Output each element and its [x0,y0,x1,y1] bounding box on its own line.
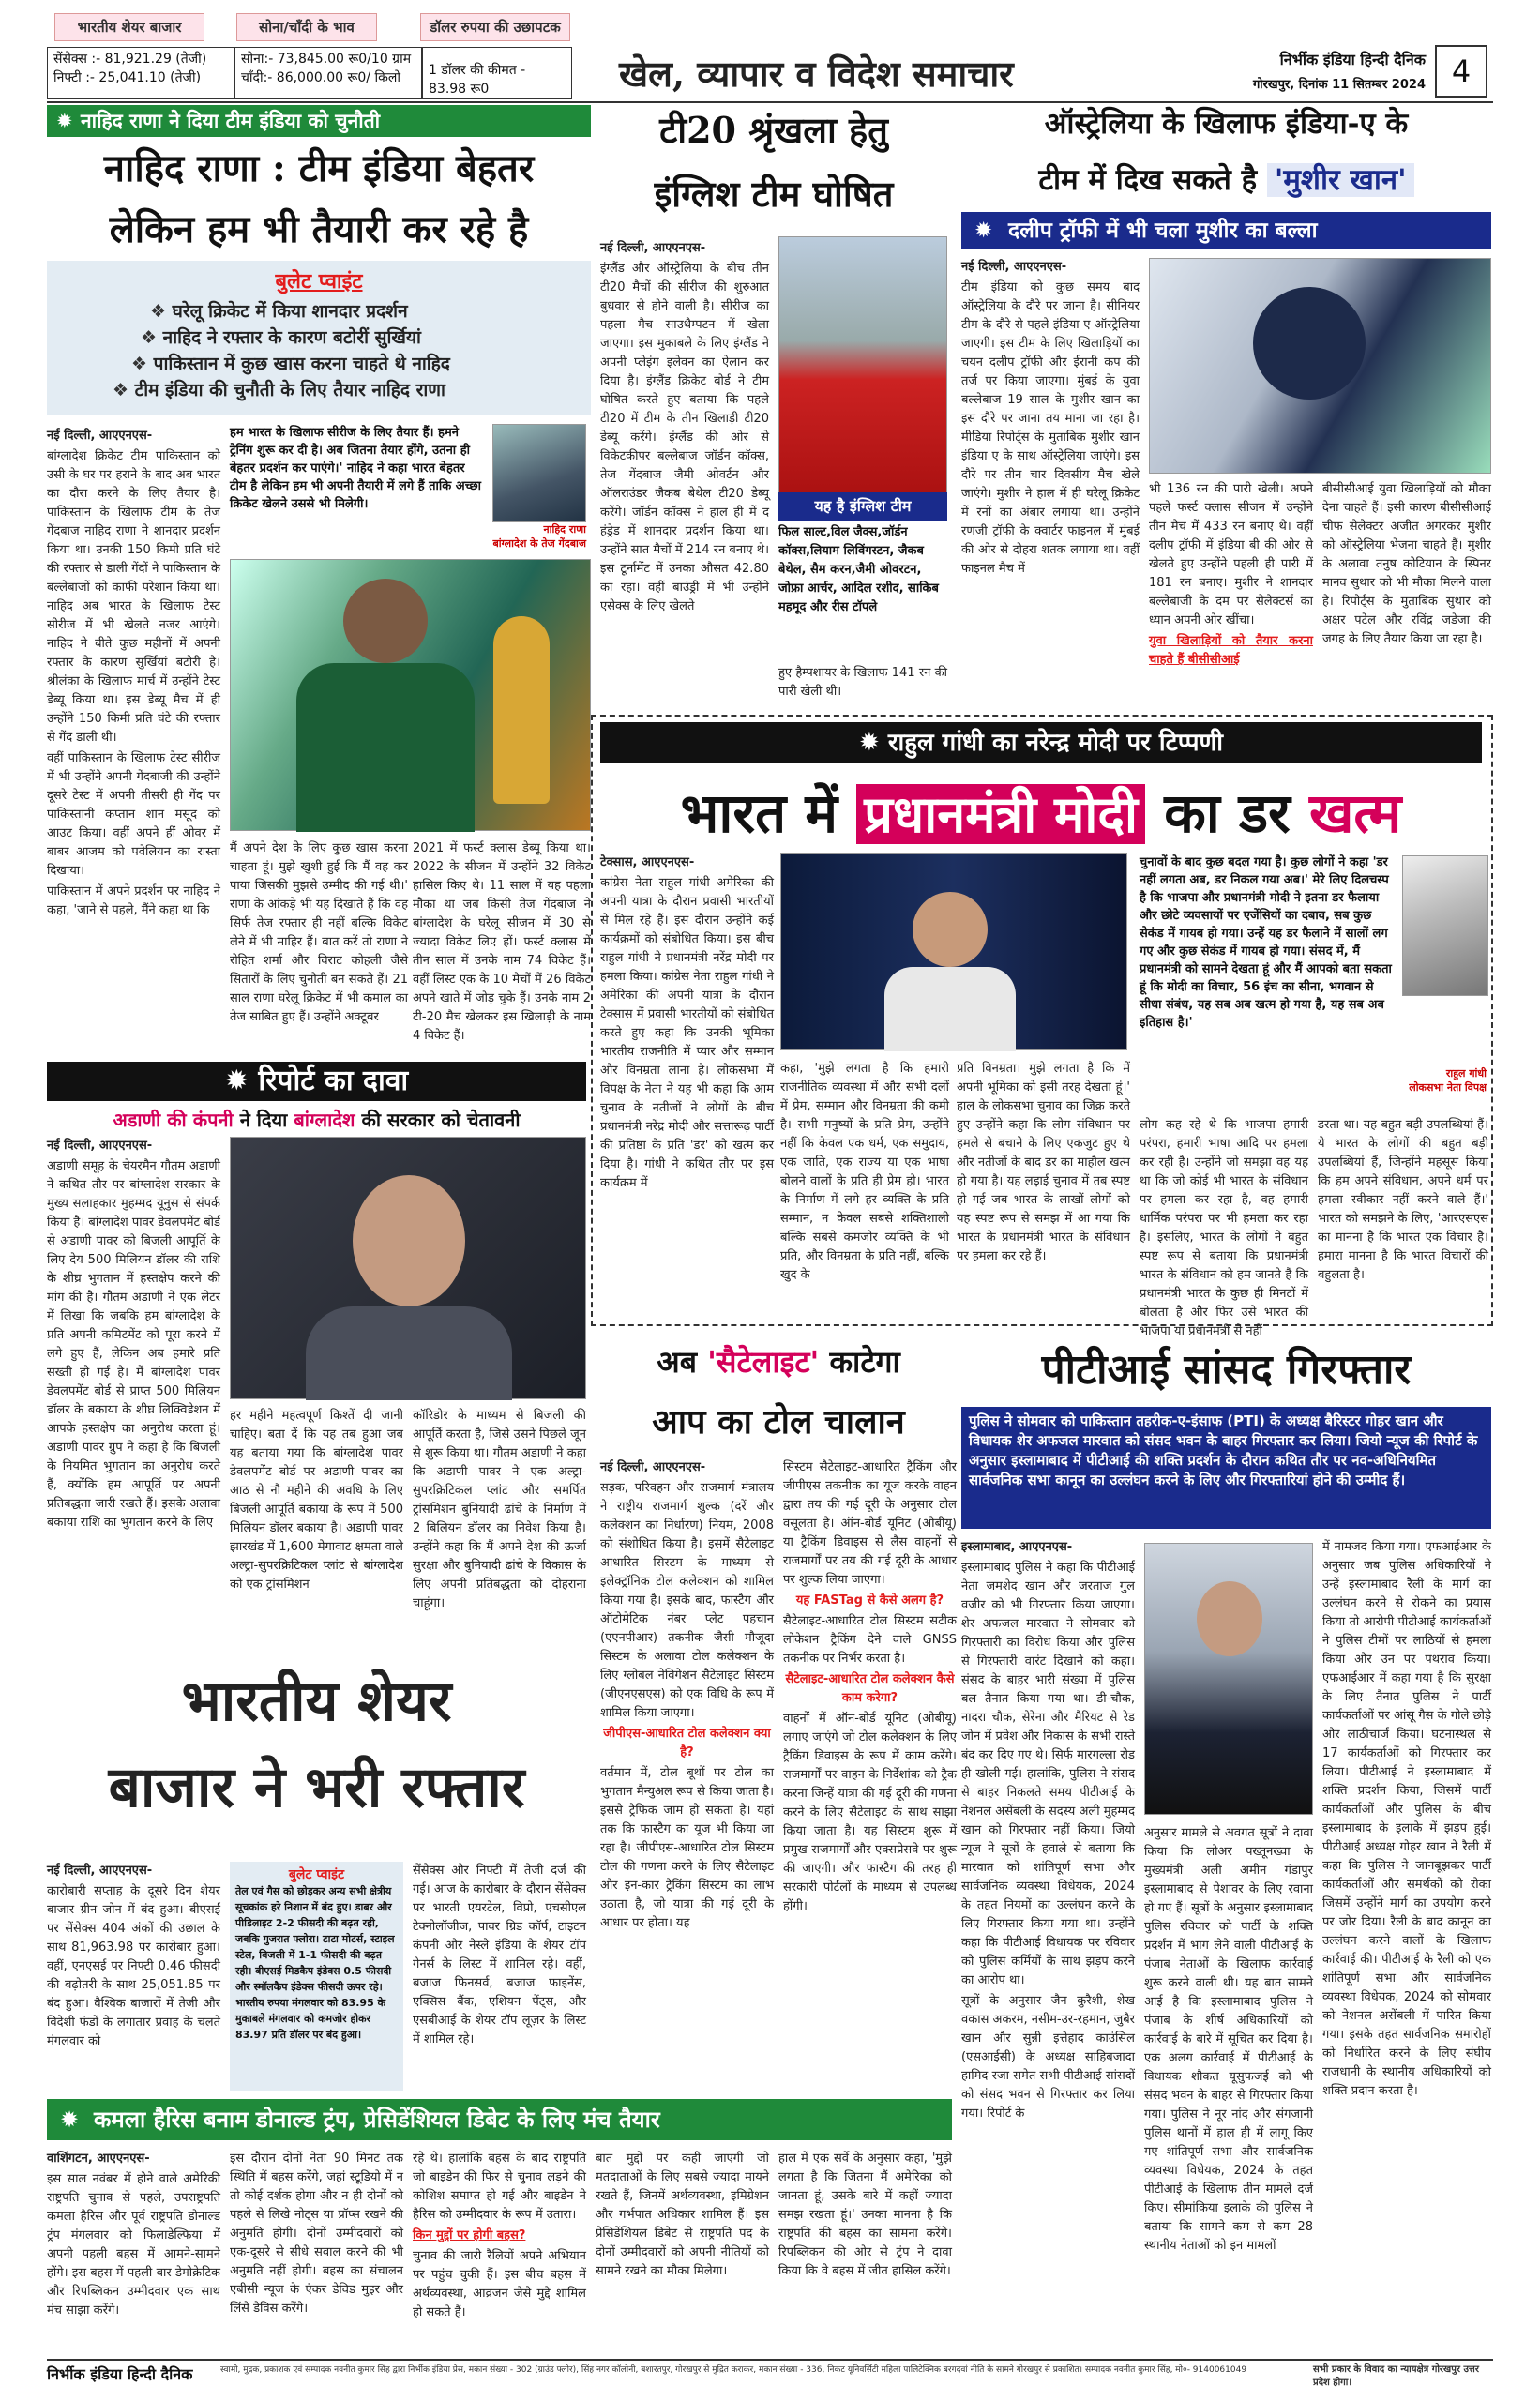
rahul-col4: लोग कह रहे थे कि भाजपा हमारी परंपरा, हमारी भाषा आदि पर हमला कर रही है। उन्होंने जो समझा वह यह था कि जो कोई भी भारत के संविधान पर हमला कर रहा है, वह हमारी धार्मिक परंपरा पर भी हमला कर रहा है। इसलिए, भारत के लोगों ने बहुत स्पष्ट रूप से बताया कि प्रधानमंत्री भारत के संविधान को हम जानते हैं कि प्रधानमंत्री भारत के कुछ ही मिनटों में बोलता है और फिर उसे भारत की भाजपा या प्रधानमंत्री से नहीं [1140,1118,1308,1338]
kamala-dateline: वाशिंगटन, आएएनएस- [47,2152,150,2166]
t20-dateline: नई दिल्ली, आएएनएस- [600,241,706,255]
england-team-photo [778,236,947,497]
dollar-box [422,47,572,99]
share-body-1: कारोबारी सप्ताह के दूसरे दिन शेयर बाजार ग्रीन जोन में बंद हुआ। बीएसई पर सेंसेक्स 404 अंकों की उछाल के साथ 81,963.98 पर कारोबार हुआ। वहीं, एनएसई पर निफ्टी 0.46 फीसदी की बढ़ोतरी के साथ 25,051.85 पर बंद हुआ। वैश्विक बाजारों में तेजी और विदेशी फंडों के लगातार प्रवाह के चलते मंगलवार को [47,1884,220,2048]
musheer-col2 [1149,480,1313,703]
musheer-headline-1: ऑस्ट्रेलिया के खिलाफ इंडिया-ए के [1044,107,1409,141]
satellite-body-3: सिस्टम सैटेलाइट-आधारित ट्रैकिंग और जीपीएस तकनीक का यूज करके वाहन द्वारा तय की गई दूरी के अनुसार टोल वसूलता है। ऑन-बोर्ड यूनिट (ओबीयू) या ट्रैकिंग डिवाइस से लैस वाहनों से राजमार्गों पर तय की गई दूरी के आधार पर शुल्क लिया जाएगा। [783,1460,957,1587]
share-headline-1: भारतीय शेयर [181,1669,452,1734]
nahid-headline-2: लेकिन हम भी तैयारी कर रहे है [109,207,529,251]
rahul-col2: कहा, 'मुझे लगता है कि हमारी राजनीतिक व्यवस्था में और सभी दलों में प्रेम, सम्मान और विनम्रता की कमी है। सभी मनुष्यों के प्रति प्रेम, उन्होंने नहीं कि केवल एक धर्म, एक समुदाय, एक जाति, एक राज्य या एक भाषा बोलने वालों के प्रति ही प्रेम हो। भारत के निर्माण में लगे हर व्यक्ति के प्रति सम्मान, न केवल सबसे शक्तिशाली बल्कि सबसे कमजोर व्यक्ति के भी प्रति, और विनम्रता के प्रति नहीं, बल्कि खुद के [780,1062,949,1282]
t20-body-2: हुए हैम्पशायर के खिलाफ 141 रन की पारी खेली थी। [778,666,947,699]
musheer-col3: बीसीसीआई युवा खिलाड़ियों को मौका देना चाहते हैं। इसी कारण बीसीसीआई चीफ सेलेक्टर अजीत अगरकर मुशीर को ऑस्ट्रेलिया भेजना चाहते हैं। मुशीर के अलावा तनुष कोटियान के स्पिनर मानव सुथार को भी मौका मिलने वाला है। रिपोर्ट्स के मुताबिक सुथार को अक्षर पटेल और रविंद्र जडेजा की जगह के लिए तैयार किया जा रहा है। [1322,482,1491,646]
musheer-col1 [961,258,1140,703]
satellite-headline-2: आप का टोल चालान [652,1402,905,1442]
strap-bullet-icon: ✹ [224,1065,259,1097]
adani-col3: कॉरिडोर के माध्यम से बिजली की आपूर्ति करता है, जिसे उसने पिछले जून से शुरू किया था। गौतम अडाणी ने कहा कि अडाणी पावर ने एक अल्ट्रा-सुपरक्रिटिकल प्लांट और समर्पित ट्रांसमिशन बुनियादी ढांचे के निर्माण में 2 बिलियन डॉलर का निवेश किया है। उन्होंने कहा कि मैं अपने देश की ऊर्जा सुरक्षा और बुनियादी ढांचे के विकास के लिए अपनी प्रतिबद्धता को दोहराना चाहूंगा। [413,1409,586,1610]
satellite-dateline: नई दिल्ली, आएएनएस- [600,1460,706,1474]
satellite-col2 [783,1458,957,2091]
rahul-strap: ✹ राहुल गांधी का नरेन्द्र मोदी पर टिप्पणी [600,722,1482,763]
pti-body-1: इस्लामाबाद पुलिस ने कहा कि पीटीआई नेता जमशेद खान और जरताज गुल वजीर को भी गिरफ्तार किया जाएगा। शेर अफजल मारवात ने सोमवार को गिरफ्तारी का विरोध किया और पुलिस से गिरफ्तारी वारंट दिखाने को कहा। संसद के बाहर भारी संख्या में पुलिस बल तैनात किया गया था। डी-चौक, नादरा चौक, सेरेना और मैरियट से रेड जोन में प्रवेश और निकास के सभी रास्ते बंद कर दिए गए थे। सिर्फ मारगल्ला रोड ही खोली गई। हालांकि, पुलिस ने संसद से बाहर निकलते समय पीटीआई के नेशनल असेंबली के सदस्य अली मुहम्मद खान को गिरफ्तार नहीं किया। जियो न्यूज ने सूत्रों के हवाले से बताया कि मारवात को शांतिपूर्ण सभा और सार्वजनिक व्यवस्था विधेयक, 2024 के तहत नियमों का उल्लंघन करने के लिए गिरफ्तार किया गया था। उन्होंने कहा कि पीटीआई विधायक पर रविवार को पुलिस कर्मियों के साथ झड़प करने का आरोप था। [961,1561,1135,1987]
bullet-item: ❖ नाहिद ने रफ्तार के कारण बटोरीं सुर्खियां [141,325,591,351]
nahid-col3: 2021 में फर्स्ट क्लास डेब्यू किया था। 2022 के सीजन में उन्होंने 32 विकेट हासिल किए थे। 11 साल में यह पहला मौका था जब किसी तेज गेंदबाज ने बांग्लादेश के घरेलू सीजन में 30 से ज्यादा विकेट लिए हों। फर्स्ट क्लास में तीन साल में उनके नाम 74 विकेट हैं। वहीं लिस्ट एक के 10 मैचों में 26 विकेट अपने खाते में जोड़ चुके हैं। उनके नाम 2 टी-20 मैच खेलकर इस खिलाड़ी के नाम 4 विकेट हैं। [413,841,591,1043]
rahul-inset-caption: राहुल गांधी लोकसभा नेता विपक्ष [1409,1067,1487,1094]
sensex-value: सेंसेक्स :- 81,921.29 (तेजी) [53,52,207,67]
page-number: 4 [1435,45,1487,98]
trophy-icon [493,616,550,804]
adani-body-1: अडाणी समूह के चेयरमैन गौतम अडाणी ने कथित तौर पर बांग्लादेश सरकार के मुख्य सलाहकार मुहम्मद यूनुस से संपर्क किया है। बांग्लादेश पावर डेवलपमेंट बोर्ड से अडाणी पावर को बिजली आपूर्ति के लिए देय 500 मिलियन डॉलर की राशि के शीघ्र भुगतान में हस्तक्षेप करने की मांग की है। गौतम अडाणी ने एक लेटर में लिखा कि जबकि हम बांग्लादेश के प्रति अपनी कमिटमेंट को पूरा करने में लगे हुए हैं, लेकिन अब हमारे प्रति सख्ती हो गई है। मैं बांग्लादेश पावर डेवलपमेंट बोर्ड से प्राप्त 500 मिलियन डॉलर के बकाया के शीघ्र लिक्विडेशन में आपके हस्तक्षेप का अनुरोध करता हूं। अडाणी पावर ग्रुप ने कहा है कि बिजली के नियमित भुगतान का अनुरोध करते हैं, क्योंकि हम आपूर्ति पर अपनी प्रतिबद्धता जारी रखते हैं। इसके अलावा बकाया राशि का भुगतान करने के लिए [47,1159,220,1530]
t20-body-text: इंग्लैंड और ऑस्ट्रेलिया के बीच तीन टी20 मैचों की सीरीज की शुरुआत बुधवार से होने वाली है। सीरीज का पहला मैच साउथैम्पटन में खेला जाएगा। इस मुकाबले के लिए इंग्लैंड ने अपनी प्लेइंग इलेवन का ऐलान कर दिया है। इंग्लैंड क्रिकेट बोर्ड ने टीम घोषित करते हुए बताया कि पहले टी20 में टीम के तीन खिलाड़ी टी20 डेब्यू करेंगे। इंग्लैंड की ओर से विकेटकीपर बल्लेबाज जॉर्डन कॉक्स, तेज गेंदबाज जैमी ओवर्टन और ऑलराउंडर जैकब बेथेल टी20 डेब्यू करेंगे। जॉर्डन कॉक्स ने हाल ही में द हंड्रेड में शानदार प्रदर्शन किया था। उन्होंने सात मैचों में 214 रन बनाए थे। इस टूर्नामेंट में उनका औसत 42.80 का रहा। वहीं बाउंड्री में भी उन्होंने एसेक्स के लिए खेलते [600,262,769,613]
nahid-col2: मैं अपने देश के लिए कुछ खास करना चाहता हूं। मुझे खुशी हुई कि मैं वह कर पाया जिसकी मुझसे उम्मीद की गई थी।' राणा के आंकड़े भी यह दिखाते हैं कि वह सिर्फ तेज रफ्तार ही नहीं बल्कि विकेट लेने में भी माहिर हैं। बात करें तो राणा ने रोहित शर्मा और विराट कोहली जैसे सितारों के लिए चुनौती बन सकते हैं। 21 साल राणा घरेलू क्रिकेट में भी कमाल का तेज साबित हुए हैं। उन्होंने अक्टूबर [230,841,408,1024]
kamala-body-4: चुनाव की जारी रैलियों अपने अभियान पर पहुंच चुकी हैं। इस बीच बहस में अर्थव्यवस्था, आव्रजन जैसे मुद्दे शामिल हो सकते हैं। [413,2249,586,2319]
footer-imprint: स्वामी, मुद्रक, प्रकाशक एवं सम्पादक नवनीत कुमार सिंह द्वारा निर्भीक इंडिया प्रेस, मकान संख्या - 302 (ग्राउंड फ्लोर), सिंह नगर कॉलोनी, बशारतपुर, गोरखपुर से मुद्रित कराकर, मकान संख्या - 336, निकट यूनिवर्सिटी महिला पालिटेक्निक बरगदवां नीति के सामने गोरखपुर से प्रकाशित। सम्पादक नवनीत कुमार सिंह, मो०- 9140061049 [220,2365,1247,2375]
t20-body [600,239,769,703]
nahid-inset-photo [492,424,586,522]
satellite-q2: यह FASTag से कैसे अलग है? [795,1593,944,1608]
musheer-headline-2: टीम में दिख सकते है 'मुशीर खान' [961,159,1491,199]
pti-headline: पीटीआई सांसद गिरफ्तार [1041,1346,1412,1394]
share-bullet-box [230,1862,403,2091]
silver-value: चाँदी:- 86,000.00 रू0/ किलो [241,70,400,85]
rahul-col3: प्रति विनम्रता। मुझे लगता है कि में अपनी भूमिका को इसी तरह देखता हूं।' हाल के लोकसभा चुनाव का जिक्र करते हुए उन्होंने कहा कि लोग संविधान पर हमले से बचाने के लिए एकजुट हुए थे और नतीजों के बाद डर का माहौल खत्म हो गया है। यह लड़ाई चुनाव में तब स्पष्ट हो गई जब भारत के लाखों लोगों को यह स्पष्ट रूप से समझ में आ गया कि भारत के प्रधानमंत्री भारत के संविधान पर हमला कर रहे हैं। [957,1062,1130,1263]
helmet-shape [1253,287,1366,400]
nahid-quote: हम भारत के खिलाफ सीरीज के लिए तैयार हैं। हमने ट्रेनिंग शुरू कर दी है। अब जितना तैयार होंगे, उतना ही बेहतर प्रदर्शन कर पाएंगे।' नाहिद ने कहा भारत बेहतर टीम है लेकिन हम भी अपनी तैयारी में लगे हैं ताकि अच्छा क्रिकेट खेलने उससे भी मिलेगी। [230,426,481,511]
adani-col2: हर महीने महत्वपूर्ण किश्तें दी जानी चाहिए। बता दें कि यह तब हुआ जब यह बताया गया कि बांग्लादेश पावर डेवलपमेंट बोर्ड पर अडाणी पावर का आठ से नौ महीने की अवधि के लिए बिजली आपूर्ति बकाया के रूप में 500 मिलियन डॉलर बकाया है। अडाणी पावर झारखंड में 1,600 मेगावाट क्षमता वाले अल्ट्रा-सुपरक्रिटिकल प्लांट से बांग्लादेश को एक ट्रांसमिशन [230,1409,403,1592]
kamala-col4: बात मुद्दों पर कही जाएगी जो मतदाताओं के लिए सबसे ज्यादा मायने रखते हैं, जिनमें अर्थव्यवस्था, इमिग्रेशन और गर्भपात अधिकार शामिल हैं। इस प्रेसिडेंशियल डिबेट से राष्ट्रपति पद के दोनों उम्मीदवारों को अपनी नीतियों को सामने रखने का मौका मिलेगा। [596,2152,769,2278]
pti-body-2: सूत्रों के अनुसार जैन कुरैशी, शेख वकास अकरम, नसीम-उर-रहमान, जुबैर खान और सुन्नी इत्तेहाद काउंसिल (एसआईसी) के अध्यक्ष साहिबजादा हामिद रजा समेत सभी पीटीआई सांसदों को संसद भवन से गिरफ्तार कर लिया गया। रिपोर्ट के [961,1994,1135,2121]
dollar-rupee-tag: डॉलर रुपया की उछापटक [420,13,570,41]
paper-name: निर्भीक इंडिया हिन्दी दैनिक [1279,51,1426,68]
rahul-photo [780,853,1127,1050]
bullet-item: ❖ घरेलू क्रिकेट में किया शानदार प्रदर्शन [150,298,591,325]
rahul-inset-photo [1402,855,1488,996]
musheer-subhead: युवा खिलाड़ियों को तैयार करना चाहते हैं बीसीसीआई [1149,634,1313,667]
pti-col1 [961,1538,1135,2354]
sensex-box [47,47,234,99]
kamala-col3 [413,2150,586,2354]
pti-dateline: इस्लामाबाद, आएएनएस- [961,1540,1073,1554]
adani-photo [230,1137,586,1399]
satellite-body-2: वर्तमान में, टोल बूथों पर टोल का भुगतान मैन्युअल रूप से किया जाता है। इससे ट्रैफिक जाम हो सकता है। यहां तक कि फास्टैग का यूज भी किया जा रहा है। जीपीएस-आधारित टोल सिस्टम टोल की गणना करने के लिए सैटेलाइट और इन-कार ट्रैकिंग सिस्टम का लाभ उठाता है, जो यात्रा की गई दूरी के आधार पर होता। यह [600,1766,774,1930]
satellite-q3: सैटेलाइट-आधारित टोल कलेक्शन कैसे काम करेगा? [785,1672,955,1705]
kamala-col5: हाल में एक सर्वे के अनुसार कहा, 'मुझे लगता है कि जितना मैं अमेरिका को जानता हूं, उसके बारे में कहीं ज्यादा समझ रखता हूं।' उनका मानना है कि राष्ट्रपति की बहस का सामना करेंगे। रिपब्लिकन की ओर से ट्रंप ने दावा किया कि वे बहस में जीत हासिल करेंगे। [778,2152,952,2278]
rahul-head-shape [913,892,988,967]
rahul-col5: डरता था। यह बहुत बड़ी उपलब्धियां हैं। ये भारत के लोगों की बहुत बड़ी उपलब्धियां हैं, जिन्होंने महसूस किया कि हम अपने संविधान, अपने धर्म पर हमला स्वीकार नहीं करने वाले हैं।' भारत को समझने के लिए, 'आरएसएस का मानना है कि भारत एक विचार है। हमारा मानना है कि भारत विचारों की बहुलता है। [1318,1118,1488,1282]
footer-rule [47,2359,1493,2361]
musheer-name: 'मुशीर खान' [1267,163,1414,197]
footer-legal: सभी प्रकार के विवाद का न्यायक्षेत्र गोरखपुर उत्तर प्रदेश होगा। [1313,2364,1479,2388]
nahid-col1 [47,427,220,1055]
kamala-body-1: इस साल नवंबर में होने वाले अमेरिकी राष्ट्रपति चुनाव से पहले, उपराष्ट्रपति कमला हैरिस और पूर्व राष्ट्रपति डोनाल्ड ट्रंप मंगलवार को फिलाडेल्फिया में अपनी पहली बहस में आमने-सामने होंगे। इस बहस में पहली बार डेमोक्रेटिक और रिपब्लिकन उम्मीदवार एक साथ मंच साझा करेंगे। [47,2172,220,2318]
strap-bullet-icon: ✹ [60,2107,80,2133]
bullet-title: बुलेट प्वाइंट [275,270,363,294]
bullet-item: ❖ टीम इंडिया की चुनौती के लिए तैयार नाहिद राणा [113,377,591,403]
satellite-headline-1: अब 'सैटेलाइट' काटेगा [657,1344,900,1380]
satellite-body-1: सड़क, परिवहन और राजमार्ग मंत्रालय ने राष्ट्रीय राजमार्ग शुल्क (दरें और कलेक्शन का निर्धारण) नियम, 2008 को संशोधित किया है। इसमें सैटेलाइट आधारित सिस्टम के माध्यम से इलेक्ट्रॉनिक टोल कलेक्शन को शामिल किया गया है। इसके बाद, फास्टैग और ऑटोमेटिक नंबर प्लेट पहचान (एएनपीआर) तकनीक जैसी मौजूदा सिस्टम के अलावा टोल कलेक्शन के लिए ग्लोबल नेविगेशन सैटेलाइट सिस्टम (जीएनएसएस) को एक विधि के रूप में शामिल किया जाएगा। [600,1481,774,1720]
kamala-col1 [47,2150,220,2354]
t20-headline-2: इंग्लिश टीम घोषित [654,173,894,215]
satellite-col1 [600,1458,774,2091]
kamala-subhead: किन मुद्दों पर होगी बहस? [413,2228,526,2242]
satellite-body-4: सैटेलाइट-आधारित टोल सिस्टम सटीक लोकेशन ट्रैकिंग देने वाले GNSS तकनीक पर निर्भर करता है। [783,1614,957,1666]
satellite-body-5: वाहनों में ऑन-बोर्ड यूनिट (ओबीयू) लगाए जाएंगे जो टोल कलेक्शन के लिए ट्रैकिंग डिवाइस के रूप में काम करेंगे। राजमार्गों पर वाहन के निर्देशांक को ट्रैक करना जिन्हें यात्रा की गई दूरी की गणना करने के लिए सैटेलाइट के साथ साझा किया जाता है। यह सिस्टम शुरू में प्रमुख राजमार्गों और एक्सप्रेसवे पर शुरू की जाएगी। और फास्टैग की तरह ही सरकारी पोर्टलों के माध्यम से उपलब्ध होंगी। [783,1712,957,1913]
rahul-quote: चुनावों के बाद कुछ बदल गया है। कुछ लोगों ने कहा 'डर नहीं लगता अब, डर निकल गया अब।' मेरे लिए दिलचस्प है कि भाजपा और प्रधानमंत्री मोदी ने इतना डर फैलाया और छोटे व्यवसायों पर एजेंसियों का दबाव, सब कुछ सेकंड में गायब हो गया। उन्हें यह डर फैलाने में सालों लग गए और कुछ सेकंड में गायब हो गया। संसद में, मैं प्रधानमंत्री को सामने देखता हूं और मैं आपको बता सकता हूं कि मोदी का विचार, 56 इंच का सीना, भगवान से सीधा संबंध, यह सब अब खत्म हो गया है, यह सब अब इतिहास है।' [1140,855,1392,1030]
gold-box [234,47,422,99]
musheer-body: टीम इंडिया को कुछ समय बाद ऑस्ट्रेलिया के दौरे पर जाना है। सीनियर टीम के दौरे से पहले इंडिया ए ऑस्ट्रेलिया जाएगी। इस टीम के लिए खिलाड़ियों का चयन दलीप ट्रॉफी और ईरानी कप की तर्ज पर किया जाएगा। मुंबई के युवा बल्लेबाज 19 साल के मुशीर खान का इस दौरे पर जाना तय माना जा रहा है। मीडिया रिपोर्ट्स के मुताबिक मुशीर खान इंडिया ए के साथ ऑस्ट्रेलिया जाएंगे। इस दौरे पर तीन चार दिवसीय मैच खेले जाएंगे। मुशीर ने हाल में ही घरेलू क्रिकेट में रनों का अंबार लगाया था। उन्होंने रणजी ट्रॉफी के क्वार्टर फाइनल में मुंबई की ओर से दोहरा शतक लगाया था। वहीं फाइनल मैच में [961,280,1140,576]
rahul-shirt-shape [884,967,1016,1051]
adani-strap: ✹ रिपोर्ट का दावा [47,1062,586,1101]
share-col1 [47,1862,220,2091]
musheer-body-2: भी 136 रन की पारी खेली। अपने पहले फर्स्ट क्लास सीजन में उन्होंने तीन मैच में 433 रन बनाए थे। वहीं दलीप ट्रॉफी में इंडिया बी की ओर से खेलते हुए उन्होंने पहली ही पारी में 181 रन बनाए। मुशीर ने शानदार बल्लेबाजी के दम पर सेलेक्टर्स का ध्यान अपनी ओर खींचा। [1149,482,1313,627]
nahid-dateline: नई दिल्ली, आएएनएस- [47,429,153,443]
footer-paper-name: निर्भीक इंडिया हिन्दी दैनिक [47,2365,193,2383]
share-bullets: तेल एवं गैस को छोड़कर अन्य सभी क्षेत्रीय सूचकांक हरे निशान में बंद हुए। डाबर और पीडिलाइट 2-2 फीसदी की बढ़त रही, जबकि गुजरात फ्लोरा। टाटा मोटर्स, स्टाइल स्टेल, बिजली में 1-1 फीसदी की बढ़त रही। बीएसई मिडकैप इंडेक्स 0.5 फीसदी और स्मॉलकैप इंडेक्स फीसदी ऊपर रहे। भारतीय रुपया मंगलवार को 83.95 के मुकाबले मंगलवार को कमजोर होकर 83.97 प्रति डॉलर पर बंद हुआ। [235,1885,395,2041]
strap-bullet-icon: ✹ [56,110,73,132]
pti-col3: में नामजद किया गया। एफआईआर के अनुसार जब पुलिस अधिकारियों ने उन्हें इस्लामाबाद रैली के मार्ग का उल्लंघन करने से रोकने का प्रयास किया तो आरोपी पीटीआई कार्यकर्ताओं ने पुलिस टीमों पर लाठियों से हमला किया और उन पर पथराव किया। एफआईआर में कहा गया है कि सुरक्षा के लिए तैनात पुलिस ने पार्टी कार्यकर्ताओं पर आंसू गैस के गोले छोड़े और लाठीचार्ज किया। घटनास्थल से 17 कार्यकर्ताओं को गिरफ्तार कर लिया। पीटीआई ने इस्लामाबाद में शक्ति प्रदर्शन किया, जिसमें पार्टी कार्यकर्ताओं और पुलिस के बीच इस्लामाबाद के इलाके में झड़प हुई। पीटीआई अध्यक्ष गोहर खान ने रैली में कहा कि पुलिस ने जानबूझकर पार्टी कार्यकर्ताओं और समर्थकों को रोका जिसमें उन्होंने मार्ग का उपयोग करने पर जोर दिया। रैली के बाद कानून का उल्लंघन करने वालों के खिलाफ कार्रवाई की। पीटीआई के रैली को एक शांतिपूर्ण सभा और सार्वजनिक व्यवस्था विधेयक, 2024 को सोमवार को नेशनल असेंबली में पारित किया गया। इसके तहत सार्वजनिक समारोहों को निर्धारित करने के लिए संघीय राजधानी के स्थानीय अधिकारियों को शक्ति प्रदान करता है। [1322,1540,1491,2098]
satellite-q1: जीपीएस-आधारित टोल कलेक्शन क्या है? [603,1727,771,1759]
gold-silver-tag: सोना/चाँदी के भाव [236,13,377,41]
rahul-body-1: कांग्रेस नेता राहुल गांधी अमेरिका की अपनी यात्रा के दौरान प्रवासी भारतीयों से मिल रहे हैं। इस दौरान उन्होंने कई कार्यक्रमों को संबोधित किया। इस बीच राहुल गांधी ने प्रधानमंत्री नरेंद्र मोदी पर हमला किया। कांग्रेस नेता राहुल गांधी ने अमेरिका की अपनी यात्रा के दौरान टेक्सास में प्रवासी भारतीयों को संबोधित करते हुए कहा कि उनकी भूमिका भारतीय राजनीति में प्यार और सम्मान और विनम्रता लाना है। लोकसभा में विपक्ष के नेता ने यह भी कहा कि आम चुनाव के नतीजों ने लोगों के बीच प्रधानमंत्री नरेंद्र मोदी और सत्तारूढ़ पार्टी की प्रतिष्ठा के प्रति 'डर' को खत्म कर दिया है। गांधी ने कथित तौर पर इस कार्यक्रम में [600,876,774,1190]
share-bullet-title: बुलेट प्वाइंट [288,1867,345,1882]
nahid-bullets [134,298,591,403]
pti-lead: पुलिस ने सोमवार को पाकिस्तान तहरीक-ए-इंसाफ (PTI) के अध्यक्ष बैरिस्टर गोहर खान और विधायक शेर अफजल मारवात को संसद भवन के बाहर गिरफ्तार कर लिया। जियो न्यूज की रिपोर्ट के अनुसार इस्लामाबाद में पीटीआई की शक्ति प्रदर्शन के दौरान कथित तौर पर नव-अधिनियमित सार्वजनिक सभा कानून का उल्लंघन करने के लिए और गिरफ्तारियां होने की उम्मीद हैं। [961,1407,1491,1529]
player-head-shape [343,579,428,663]
nahid-body-2: वहीं पाकिस्तान के खिलाफ टेस्ट सीरीज में भी उन्होंने अपनी गेंदबाजी की उन्होंने दूसरे टेस्ट में अपनी तीसरी ही गेंद पर पाकिस्तानी कप्तान शान मसूद को आउट किया। वहीं अपने हीं ओवर में बाबर आजम को पवेलियन का रास्ता दिखाया। [47,751,220,878]
musheer-strap: ✹ दलीप ट्रॉफी में भी चला मुशीर का बल्ला [961,212,1491,249]
musheer-dateline: नई दिल्ली, आएएनएस- [961,260,1067,274]
musheer-photo [1149,258,1491,474]
nifty-value: निफ्टी :- 25,041.10 (तेजी) [53,70,202,85]
nahid-bullet-box [47,261,591,415]
pti-col2: अनुसार मामले से अवगत सूत्रों ने दावा किया कि लोअर पख्तूनख्वा के मुख्यमंत्री अली अमीन गंडापुर इस्लामाबाद से पेशावर के लिए रवाना हो गए हैं। सूत्रों के अनुसार इस्लामाबाद पुलिस रविवार को पार्टी के शक्ति प्रदर्शन में भाग लेने वाली पीटीआई के पंजाब नेताओं के खिलाफ कार्रवाई शुरू करने वाली थी। यह बात सामने आई है कि इस्लामाबाद पुलिस ने पंजाब के शीर्ष अधिकारियों को कार्रवाई के बारे में सूचित कर दिया है। एक अलग कार्रवाई में पीटीआई के विधायक शौकत यूसुफजई को भी संसद भवन के बाहर से गिरफ्तार किया गया। पुलिस ने नूर नांद और संगजानी पुलिस थानों में हाल ही में लागू किए गए शांतिपूर्ण सभा और सार्वजनिक व्यवस्था विधेयक, 2024 के तहत पीटीआई के खिलाफ तीन मामले दर्ज किए। सीमांकिया इलाके की पुलिस ने बताया कि सामने कम से कम 28 स्थानीय नेताओं को इन मामलों [1144,1826,1313,2253]
dateline: गोरखपुर, दिनांक 11 सितम्बर 2024 [1252,78,1426,92]
player-jersey-shape [296,663,475,832]
nahid-body-3: पाकिस्तान में अपने प्रदर्शन पर नाहिद ने कहा, 'जाने से पहले, मैंने कहा था कि [47,884,220,917]
nahid-headline-1: नाहिद राणा : टीम इंडिया बेहतर [103,146,535,190]
kamala-body-3: रहे थे। हालांकि बहस के बाद राष्ट्रपति जो बाइडेन की फिर से चुनाव लड़ने की कोशिश समाप्त हो गई और बाइडेन ने हैरिस को उम्मीदवार के रूप में उतारा। [413,2152,586,2222]
gohar-khan-photo [1144,1543,1313,1815]
rahul-col1 [600,853,774,1322]
nahid-strap: ✹ नाहिद राणा ने दिया टीम इंडिया को चुनौती [47,105,591,137]
rahul-headline: भारत में प्रधानमंत्री मोदी का डर खत्म [680,781,1402,845]
strap-bullet-icon: ✹ [974,219,993,243]
kamala-col2: इस दौरान दोनों नेता 90 मिनट तक स्थिति में बहस करेंगे, जहां स्टूडियो में न तो कोई दर्शक होगा और न ही दोनों को पहले से लिखे नोट्स या प्रॉप्स रखने की अनुमति होगी। दोनों उम्मीदवारों को एक-दूसरे से सीधे सवाल करने की भी अनुमति नहीं होगी। बहस का संचालन एबीसी न्यूज के एंकर डेविड मुइर और लिंसे डेविस करेंगे। [230,2152,403,2316]
share-market-tag: भारतीय शेयर बाजार [54,13,204,41]
strap-bullet-icon: ✹ [858,729,888,757]
bullet-item: ❖ पाकिस्तान में कुछ खास करना चाहते थे नाहिद [131,351,591,377]
dollar-value: 1 डॉलर की कीमत - 83.98 रू0 [429,63,526,97]
gold-value: सोना:- 73,845.00 रू0/10 ग्राम [241,52,412,67]
t20-headline-1: टी20 श्रृंखला हेतु [659,109,888,151]
share-headline-2: बाजार ने भरी रफ्तार [108,1755,525,1820]
share-dateline: नई दिल्ली, आएएनएस- [47,1864,153,1878]
adani-head-shape [353,1175,465,1306]
nahid-inset-caption: नाहिद राणा बांग्लादेश के तेज गेंदबाज [492,523,586,550]
nahid-trophy-photo [230,559,591,831]
nahid-body-1: बांग्लादेश क्रिकेट टीम पाकिस्तान को उसी के घर पर हराने के बाद अब भारत का दौरा करने के लिए तैयार है। पाकिस्तान के खिलाफ टीम के तेज गेंदबाज नाहिद राणा ने शानदार प्रदर्शन किया था। उनकी 150 किमी प्रति घंटे की रफ्तार से डाली गेंदों ने पाकिस्तान के बल्लेबाजों को काफी परेशान किया था। नाहिद अब भारत के खिलाफ टेस्ट सीरीज में भी खेलते नजर आएंगे। नाहिद ने बीते कुछ महीनों में अपनी रफ्तार के कारण सुर्खियां बटोरी है। श्रीलंका के खिलाफ मार्च में उन्होंने टेस्ट डेब्यू किया था। इस डेब्यू मैच में ही उन्होंने 150 किमी प्रति घंटे की रफ्तार से गेंद डाली थी। [47,449,220,745]
adani-dateline: नई दिल्ली, आएएनएस- [47,1139,153,1153]
adani-headline: अडाणी की कंपनी ने दिया बांग्लादेश की सरकार को चेतावनी [113,1109,521,1131]
kamala-strap: ✹ कमला हैरिस बनाम डोनाल्ड ट्रंप, प्रेसिडेंशियल डिबेट के लिए मंच तैयार [47,2099,952,2140]
adani-suit-shape [306,1306,512,1400]
adani-col1 [47,1137,220,1643]
section-title: खेल, व्यापार व विदेश समाचार [619,53,1014,95]
england-squad: फिल साल्ट,विल जैक्स,जॉर्डन कॉक्स,लियाम लिविंगस्टन, जैकब बेथेल, सैम करन,जैमी ओवरटन, जोफ्रा आर्चर, आदिल रशीद, साकिब महमूद और रीस टॉपले [778,525,939,614]
england-photo-label: यह है इंग्लिश टीम [778,492,947,521]
rahul-dateline: टेक्सास, आएएनएस- [600,855,695,869]
gohar-head-shape [1197,1581,1262,1656]
share-col3: सेंसेक्स और निफ्टी में तेजी दर्ज की गई। आज के कारोबार के दौरान सेंसेक्स पर भारती एयरटेल, विप्रो, एचसीएल टेक्नोलॉजीज, पावर ग्रिड कॉर्प, टाइटन कंपनी और नेस्ले इंडिया के शेयर टॉप गेनर्स के लिस्ट में शामिल रहे। वहीं, बजाज फिनसर्व, बजाज फाइनेंस, एक्सिस बैंक, एशियन पेंट्स, और एसबीआई के शेयर टॉप लूज़र के लिस्ट में शामिल रहे। [413,1864,586,2046]
